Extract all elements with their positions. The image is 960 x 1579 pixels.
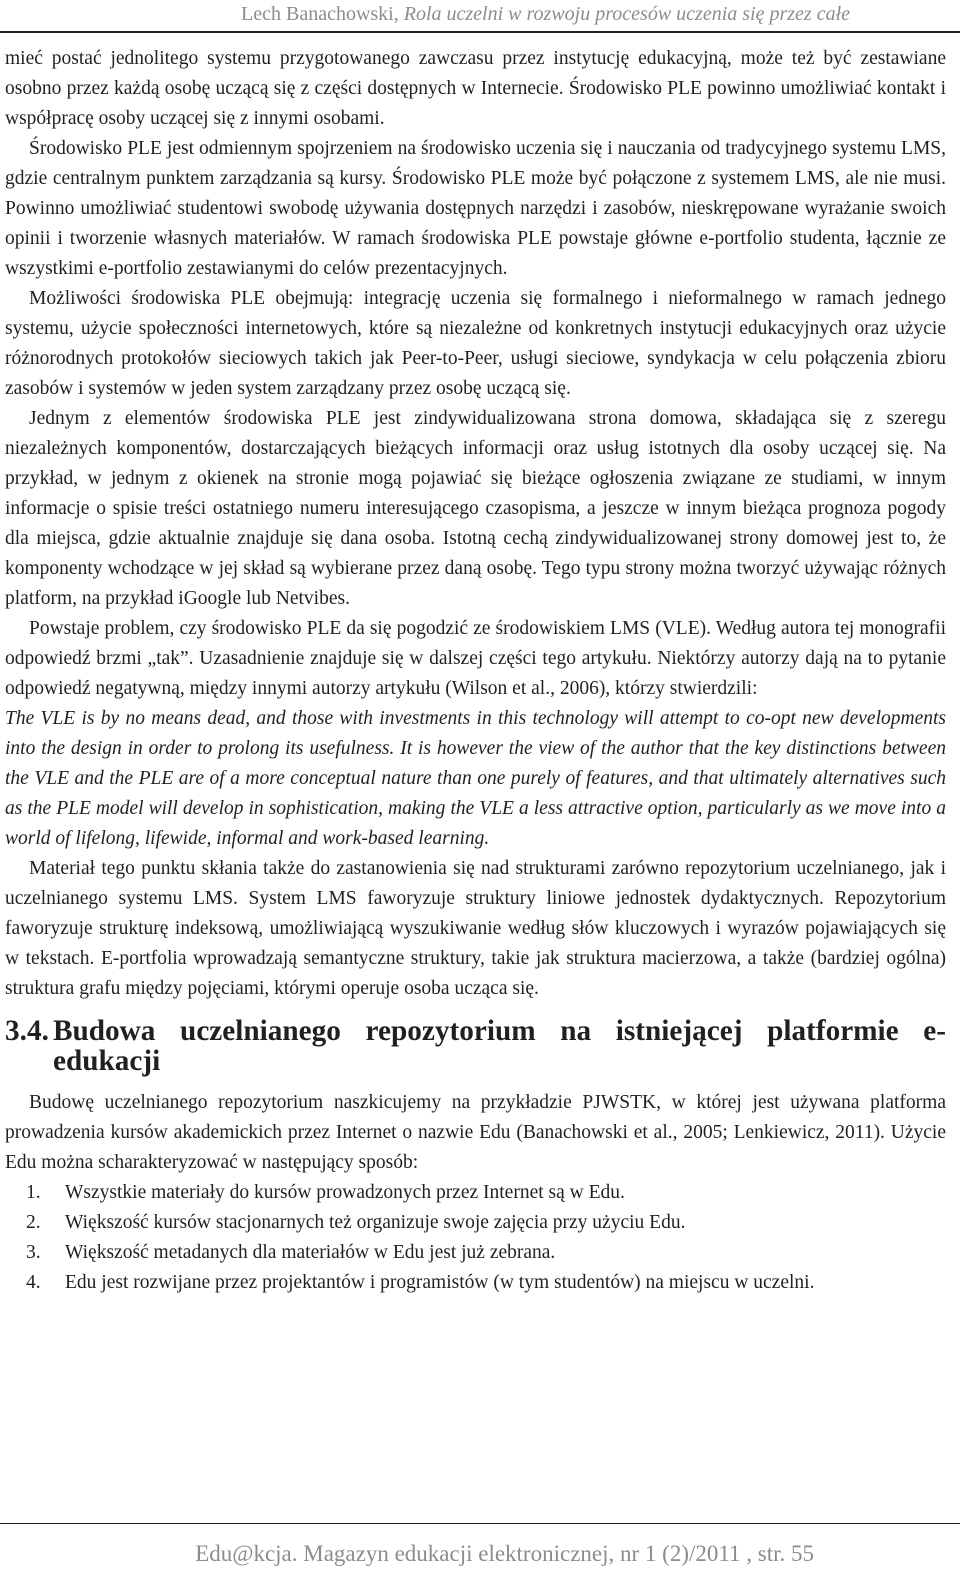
list-item-number: 2. [26,1212,41,1233]
list-item-number: 3. [26,1242,41,1263]
header-author: Lech Banachowski, [241,3,404,25]
footer-divider [0,1523,960,1524]
list-item [5,1238,946,1268]
running-header [0,0,960,32]
paragraph: Jednym z elementów środowiska PLE jest zindywidualizowana strona domowa, składająca się z szeregu niezależnych komponentów, dostarczających bieżących informacji oraz usług istotnych dla osoby uczącej się. Na przykład, w jednym z okienek na stronie mogą pojawiać się bieżące ogłoszenia związane ze studiami, w innym informacje o spisie treści ostatniego numeru interesującego czasopisma, a jeszcze w innym bieżąca prognoza pogody dla miejsca, gdzie aktualnie znajduje się dana osoba. Istotną cechą zindywidualizowanej strony domowej jest to, że komponenty wchodzące w jej skład są wybierane przez daną osobę. Tego typu strony można tworzyć używając różnych platform, na przykład iGoogle lub Netvibes. [5,408,946,609]
section-number: 3.4. [5,1015,49,1047]
list-item-number: 1. [26,1182,41,1203]
numbered-list [5,1178,946,1298]
list-item-text: Wszystkie materiały do kursów prowadzonych przez Internet są w Edu. [65,1182,625,1203]
block-quote: The VLE is by no means dead, and those with investments in this technology will attempt to co-opt new developments into the design in order to prolong its usefulness. It is however the view of the author that the key distinctions between the VLE and the PLE are of a more conceptual nature than one purely of features, and that ultimately alternatives such as the PLE model will develop in sophistication, making the VLE a less attractive option, particularly as we move into a world of lifelong, lifewide, informal and work-based learning. [5,708,946,849]
header-title: Rola uczelni w rozwoju procesów uczenia się przez całe [403,3,850,25]
list-item-text: Większość kursów stacjonarnych też organizuje swoje zajęcia przy użyciu Edu. [65,1212,686,1233]
paragraph: Środowisko PLE jest odmiennym spojrzeniem na środowisko uczenia się i nauczania od tradycyjnego systemu LMS, gdzie centralnym punktem zarządzania są kursy. Środowisko PLE może być połączone z systemem LMS, ale nie musi. Powinno umożliwiać studentowi swobodę używania dostępnych narzędzi i zasobów, nieskrępowane wyrażanie swoich opinii i tworzenie własnych materiałów. W ramach środowiska PLE powstaje główne e-portfolio studenta, łącznie ze wszystkimi e-portfolio zestawianymi do celów prezentacyjnych. [5,138,946,279]
paragraph: Możliwości środowiska PLE obejmują: integrację uczenia się formalnego i nieformalnego w ramach jednego systemu, użycie społeczności internetowych, które są niezależne od konkretnych instytucji edukacyjnych oraz użycie różnorodnych protokołów sieciowych takich jak Peer-to-Peer, usługi sieciowe, syndykacja w celu połączenia zbioru zasobów i systemów w jeden system zarządzany przez osobę uczącą się. [5,288,946,399]
paragraph: Powstaje problem, czy środowisko PLE da się pogodzić ze środowiskiem LMS (VLE). Według autora tej monografii odpowiedź brzmi „tak”. Uzasadnienie znajduje się w dalszej części tego artykułu. Niektórzy autorzy dają na to pytanie odpowiedź negatywną, między innymi autorzy artykułu (Wilson et al., 2006), którzy stwierdzili: [5,618,946,699]
list-item [5,1268,946,1298]
footer-text: Edu@kcja. Magazyn edukacji elektronicznej, nr 1 (2)/2011 , str. 55 [195,1541,814,1566]
paragraph: Materiał tego punktu skłania także do zastanowienia się nad strukturami zarówno repozytorium uczelnianego, jak i uczelnianego systemu LMS. System LMS faworyzuje struktury liniowe jednostek dydaktycznych. Repozytorium faworyzuje strukturę indeksową, umożliwiającą wyszukiwanie według słów kluczowych i wyrazów pojawiających się w tekstach. E-portfolia wprowadzają semantyczne struktury, takie jak struktura macierzowa, a także (bardziej ogólna) struktura grafu między pojęciami, którymi operuje osoba ucząca się. [5,858,946,999]
list-item-text: Większość metadanych dla materiałów w Edu jest już zebrana. [65,1242,556,1263]
article-body [5,44,946,1298]
list-item-text: Edu jest rozwijane przez projektantów i programistów (w tym studentów) na miejscu w uczelni. [65,1272,815,1293]
page-footer [0,1535,960,1575]
list-item [5,1178,946,1208]
section-title: Budowa uczelnianego repozytorium na istniejącej platformie e-edukacji [53,1015,946,1077]
header-divider [0,31,960,33]
section-heading [5,1004,946,1088]
list-item-number: 4. [26,1272,41,1293]
paragraph-continuation: mieć postać jednolitego systemu przygotowanego zawczasu przez instytucję edukacyjną, może też być zestawiane osobno przez każdą osobę uczącą się z części dostępnych w Internecie. Środowisko PLE powinno umożliwiać kontakt i współpracę osoby uczącej się z innymi osobami. [5,48,946,129]
list-item [5,1208,946,1238]
section-intro: Budowę uczelnianego repozytorium naszkicujemy na przykładzie PJWSTK, w której jest używana platforma prowadzenia kursów akademickich przez Internet o nazwie Edu (Banachowski et al., 2005; Lenkiewicz, 2011). Użycie Edu można scharakteryzować w następujący sposób: [5,1092,946,1173]
